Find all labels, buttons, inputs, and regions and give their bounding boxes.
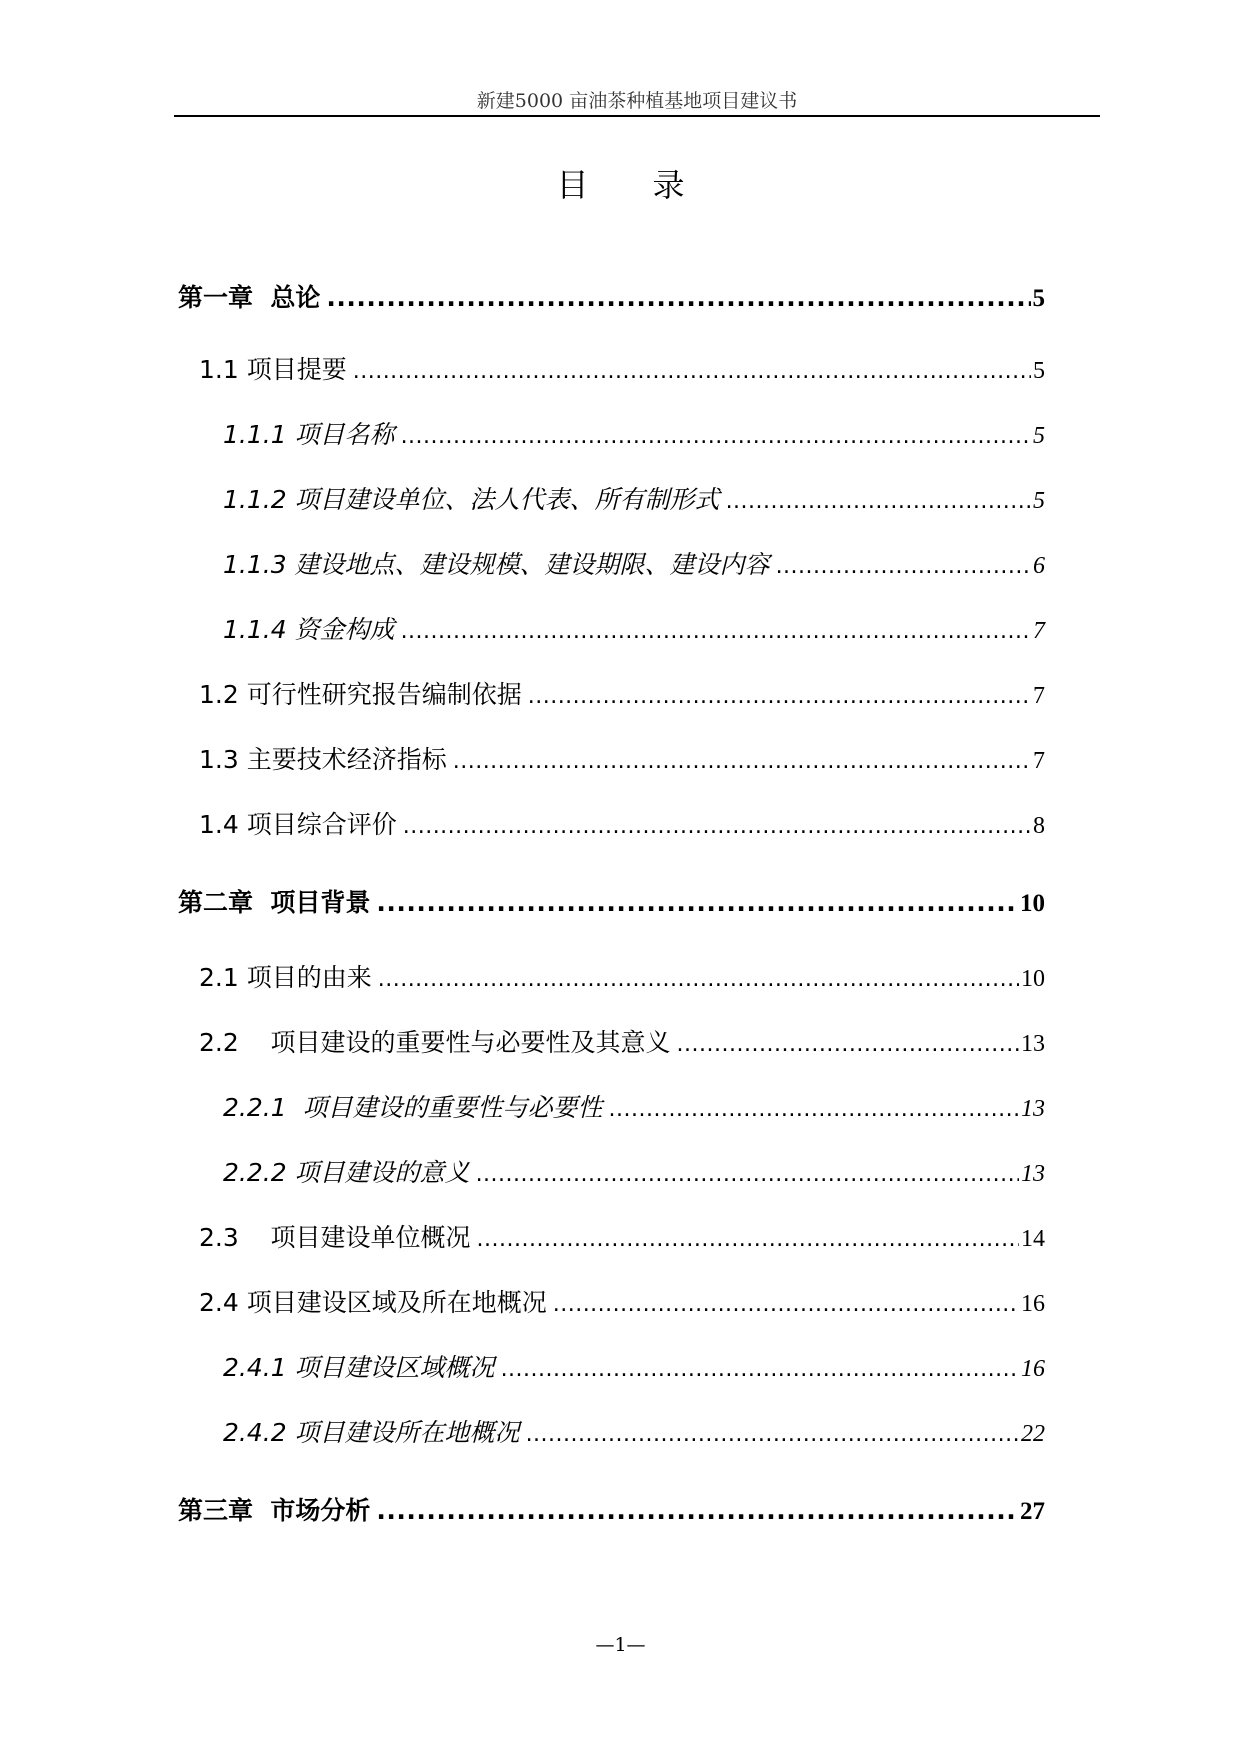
- toc-entry-chapter-3[interactable]: [178, 1496, 1045, 1527]
- toc-leader: [726, 489, 1031, 515]
- toc-entry-1-1-1[interactable]: [223, 420, 1045, 451]
- toc-leader: [609, 1097, 1019, 1123]
- toc-entry-label: 1.3 主要技术经济指标: [199, 745, 447, 774]
- toc-entry-label: 2.2.1 项目建设的重要性与必要性: [223, 1093, 603, 1122]
- toc-entry-page: 13: [1021, 1096, 1045, 1122]
- toc-leader: [401, 619, 1031, 645]
- toc-entry-page: 16: [1021, 1291, 1045, 1317]
- toc-entry-page: 5: [1032, 285, 1045, 312]
- toc-entry-label: 1.1.1 项目名称: [223, 420, 395, 449]
- toc-leader: [376, 1496, 1018, 1526]
- toc-entry-2-4[interactable]: [199, 1288, 1045, 1319]
- toc-leader: [376, 888, 1018, 918]
- toc-entry-2-2-2[interactable]: [223, 1158, 1045, 1189]
- toc-entry-label: 2.2.2 项目建设的意义: [223, 1158, 470, 1187]
- toc-entry-page: 13: [1021, 1031, 1045, 1057]
- toc-entry-page: 10: [1021, 966, 1045, 992]
- toc-entry-label: 1.4 项目综合评价: [199, 810, 397, 839]
- toc-entry-label: 1.2 可行性研究报告编制依据: [199, 680, 522, 709]
- toc-leader: [378, 967, 1019, 993]
- toc-entry-page: 7: [1033, 748, 1045, 774]
- toc-entry-page: 5: [1033, 358, 1045, 384]
- toc-entry-label: 2.4.2 项目建设所在地概况: [223, 1418, 520, 1447]
- toc-entry-label: 第三章 市场分析: [178, 1496, 371, 1525]
- toc-leader: [403, 814, 1031, 840]
- toc-title: 目录: [556, 166, 749, 204]
- toc-entry-page: 5: [1033, 488, 1045, 514]
- toc-entry-label: 第一章 总论: [178, 283, 321, 312]
- toc-entry-chapter-2[interactable]: [178, 888, 1045, 919]
- toc-entry-page: 7: [1033, 683, 1045, 709]
- toc-entry-label: 1.1.2 项目建设单位、法人代表、所有制形式: [223, 485, 720, 514]
- toc-leader: [477, 1227, 1019, 1253]
- toc-entry-label: 2.1 项目的由来: [199, 963, 372, 992]
- toc-entry-chapter-1[interactable]: [178, 283, 1045, 314]
- toc-entry-label: 1.1.4 资金构成: [223, 615, 395, 644]
- toc-entry-label: 2.2 项目建设的重要性与必要性及其意义: [199, 1028, 671, 1057]
- toc-entry-page: 22: [1021, 1421, 1045, 1447]
- toc-entry-2-2[interactable]: [199, 1028, 1045, 1059]
- toc-entry-2-2-1[interactable]: [223, 1093, 1045, 1124]
- toc-leader: [401, 424, 1031, 450]
- toc-entry-1-2[interactable]: [199, 680, 1045, 711]
- toc-leader: [501, 1357, 1019, 1383]
- toc-entry-page: 14: [1021, 1226, 1045, 1252]
- toc-entry-2-1[interactable]: [199, 963, 1045, 994]
- toc-entry-page: 7: [1033, 618, 1045, 644]
- toc-entry-label: 1.1.3 建设地点、建设规模、建设期限、建设内容: [223, 550, 770, 579]
- toc-leader: [476, 1162, 1019, 1188]
- toc-entry-2-4-1[interactable]: [223, 1353, 1045, 1384]
- toc-entry-label: 1.1 项目提要: [199, 355, 347, 384]
- toc-entry-1-4[interactable]: [199, 810, 1045, 841]
- toc-entry-page: 16: [1021, 1356, 1045, 1382]
- toc-entry-label: 2.3 项目建设单位概况: [199, 1223, 471, 1252]
- toc-entry-1-1-4[interactable]: [223, 615, 1045, 646]
- toc-leader: [528, 684, 1031, 710]
- toc-leader: [326, 283, 1030, 313]
- toc-entry-label: 2.4 项目建设区域及所在地概况: [199, 1288, 547, 1317]
- toc-entry-page: 8: [1033, 813, 1045, 839]
- toc-entry-label: 2.4.1 项目建设区域概况: [223, 1353, 495, 1382]
- toc-entry-page: 27: [1020, 1498, 1045, 1525]
- toc-entry-1-3[interactable]: [199, 745, 1045, 776]
- toc-entry-2-4-2[interactable]: [223, 1418, 1045, 1449]
- toc-entry-page: 5: [1033, 423, 1045, 449]
- toc-leader: [453, 749, 1031, 775]
- toc-entry-page: 6: [1033, 553, 1045, 579]
- toc-entry-page: 10: [1020, 890, 1045, 917]
- toc-entry-label: 第二章 项目背景: [178, 888, 371, 917]
- toc-leader: [553, 1292, 1019, 1318]
- toc-entry-2-3[interactable]: [199, 1223, 1045, 1254]
- running-header: 新建5000 亩油茶种植基地项目建议书: [476, 90, 798, 112]
- toc-leader: [353, 359, 1031, 385]
- page-number: —1—: [595, 1634, 646, 1656]
- toc-leader: [526, 1422, 1019, 1448]
- toc-entry-page: 13: [1021, 1161, 1045, 1187]
- toc-entry-1-1-3[interactable]: [223, 550, 1045, 581]
- toc-leader: [776, 554, 1031, 580]
- toc-entry-1-1[interactable]: [199, 355, 1045, 386]
- toc-leader: [677, 1032, 1019, 1058]
- toc-entry-1-1-2[interactable]: [223, 485, 1045, 516]
